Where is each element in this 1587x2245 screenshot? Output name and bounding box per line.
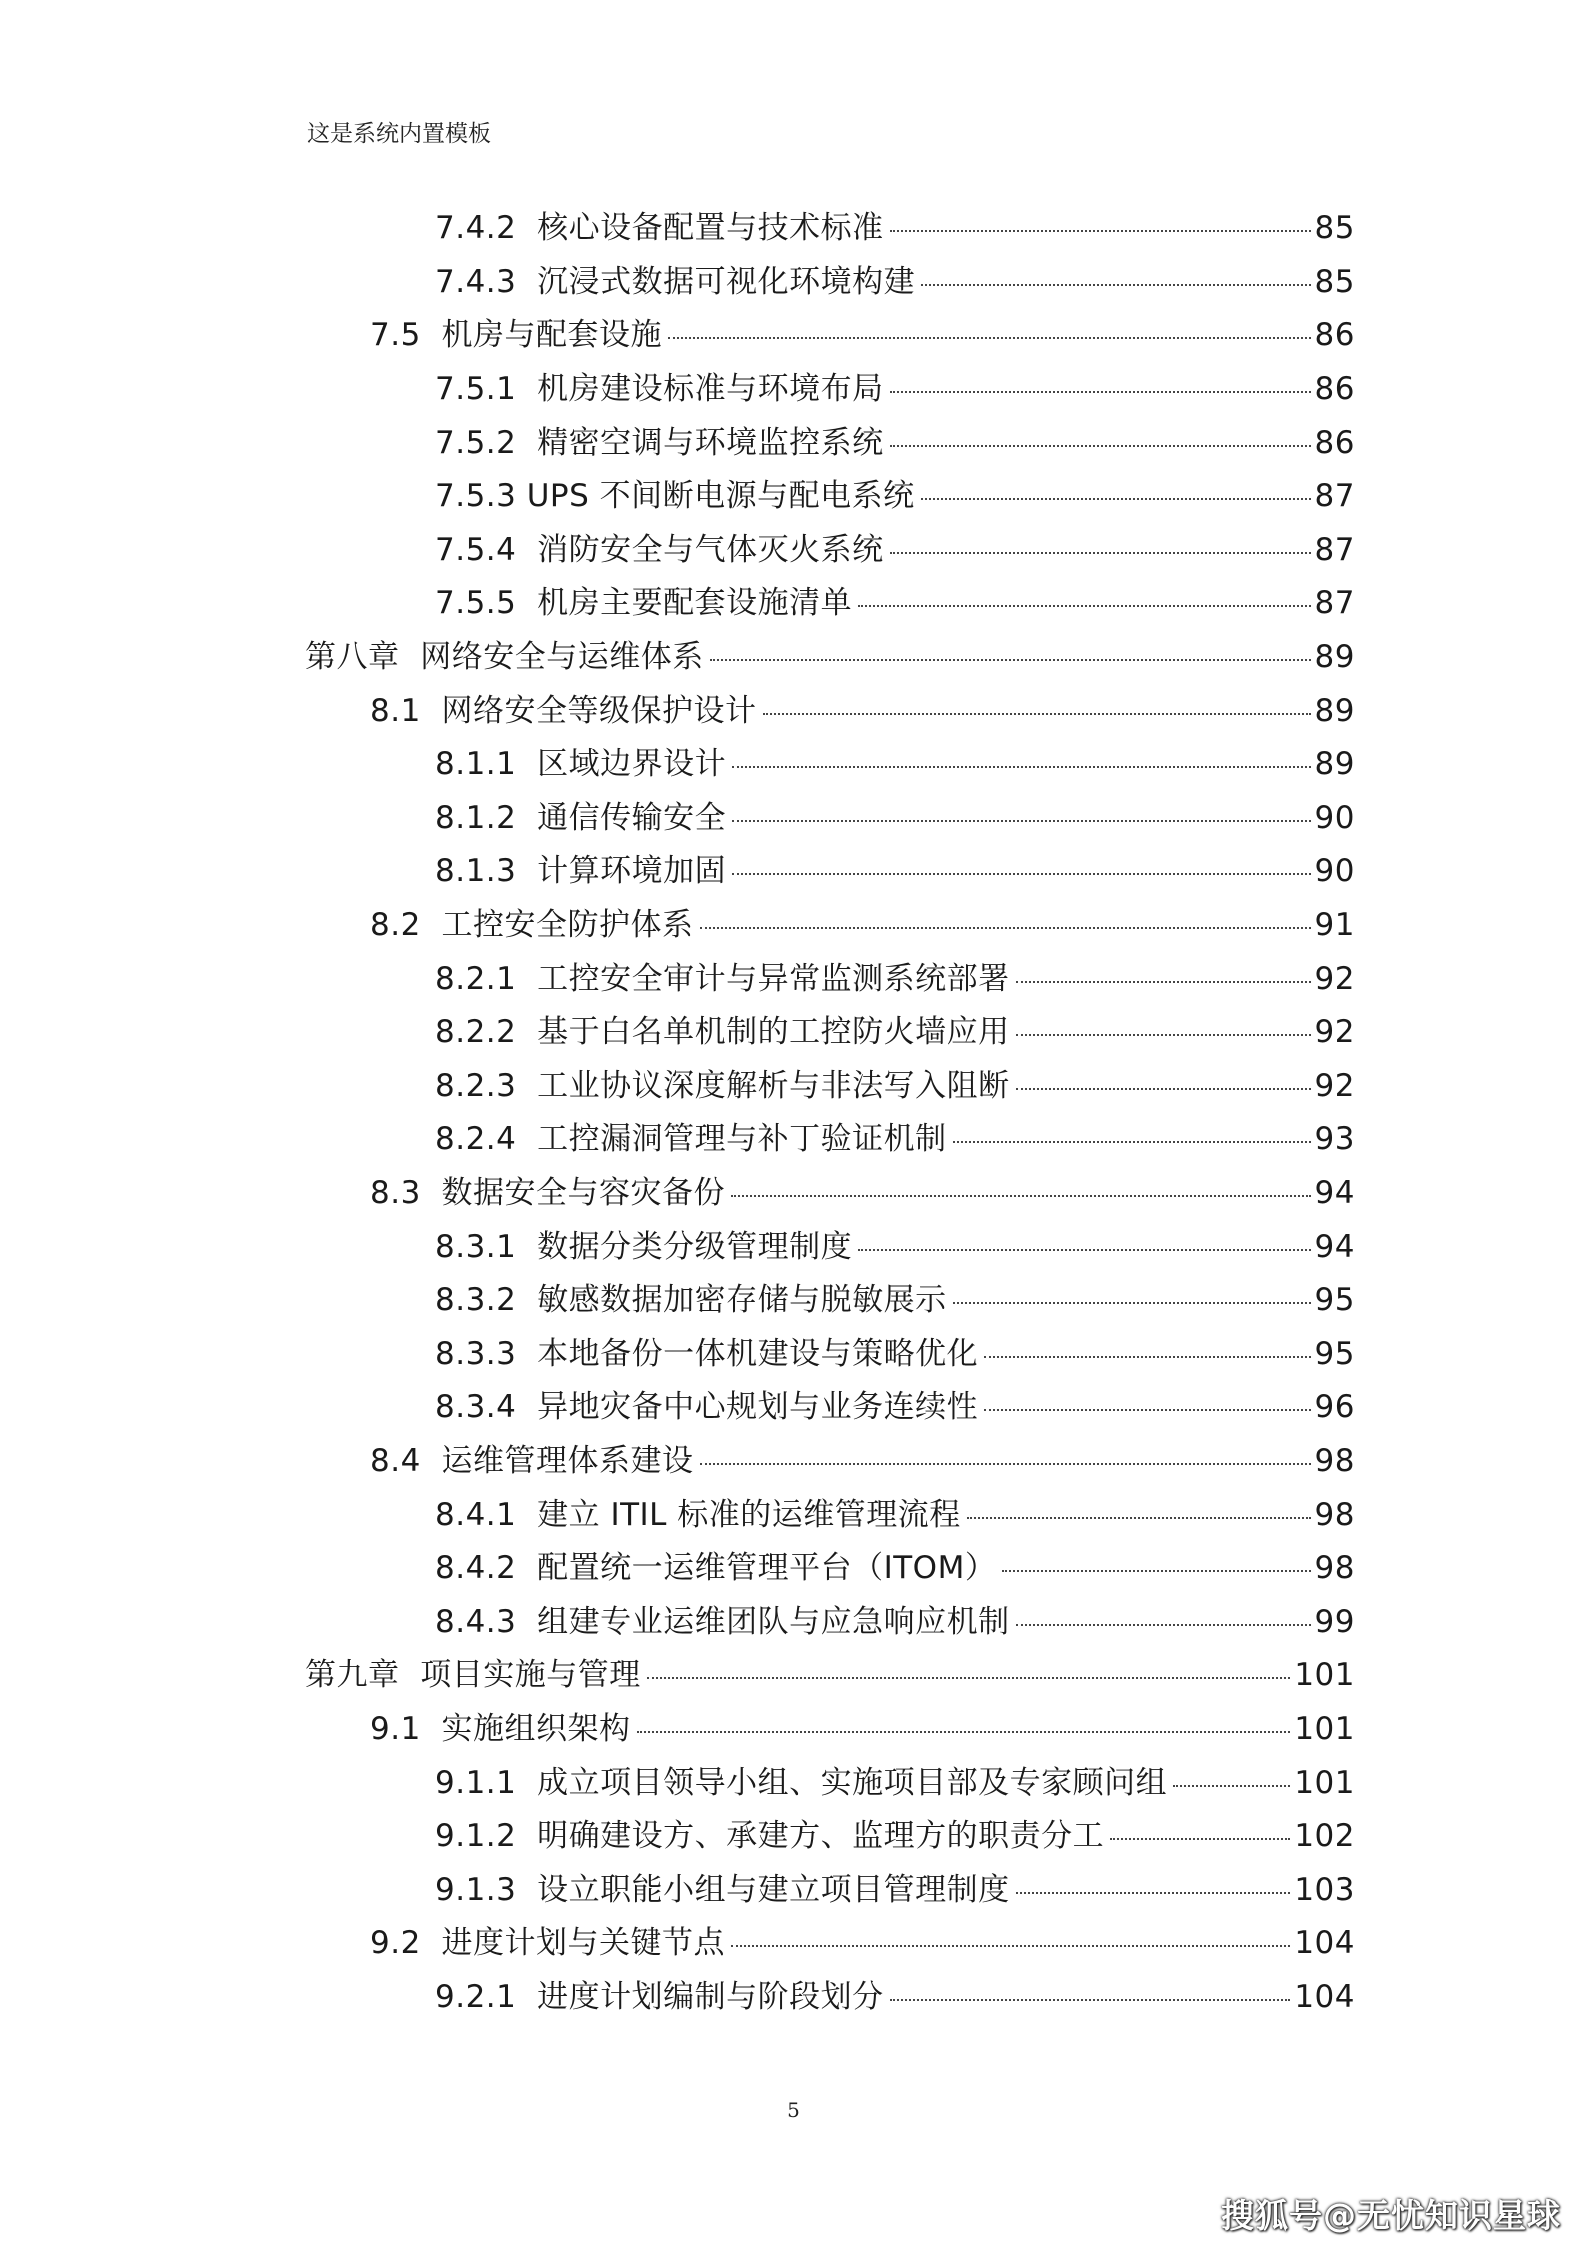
toc-dot-leader <box>763 713 1311 715</box>
toc-entry-title: 基于白名单机制的工控防火墙应用 <box>537 1014 1010 1051</box>
toc-entry-title: 通信传输安全 <box>537 799 727 836</box>
toc-entry[interactable] <box>0 841 1587 895</box>
toc-entry[interactable] <box>0 1270 1587 1324</box>
toc-entry-page: 94 <box>1314 1174 1355 1211</box>
toc-entry[interactable] <box>0 1859 1587 1913</box>
toc-entry-page: 86 <box>1314 317 1355 354</box>
toc-entry-page: 94 <box>1314 1228 1355 1265</box>
toc-entry-page: 89 <box>1314 692 1355 729</box>
toc-entry-number: 第九章 <box>305 1657 421 1694</box>
toc-entry-page: 85 <box>1314 263 1355 300</box>
toc-entry-title: 网络安全与运维体系 <box>420 639 704 676</box>
toc-entry-title: 成立项目领导小组、实施项目部及专家顾问组 <box>537 1764 1168 1801</box>
toc-entry-page: 90 <box>1314 799 1355 836</box>
toc-entry[interactable] <box>0 198 1587 252</box>
toc-entry-line <box>0 1221 1587 1266</box>
toc-entry-line <box>0 1971 1587 2016</box>
toc-entry-line <box>0 309 1587 354</box>
toc-entry-title: 明确建设方、承建方、监理方的职责分工 <box>537 1818 1105 1855</box>
toc-entry-line <box>0 1435 1587 1480</box>
toc-entry-number: 8.2.2 <box>435 1014 538 1051</box>
toc-entry-page: 92 <box>1314 960 1355 997</box>
toc-entry-page: 90 <box>1314 853 1355 890</box>
toc-entry[interactable] <box>0 466 1587 520</box>
toc-entry-title: 进度计划编制与阶段划分 <box>537 1978 884 2015</box>
toc-entry-line <box>0 1757 1587 1802</box>
toc-entry[interactable] <box>0 573 1587 627</box>
toc-entry-title: 配置统一运维管理平台（ITOM） <box>537 1550 997 1587</box>
toc-entry-line <box>0 631 1587 676</box>
toc-dot-leader <box>1016 1624 1311 1626</box>
toc-entry-title: 项目实施与管理 <box>420 1657 641 1694</box>
toc-entry-page: 98 <box>1314 1496 1355 1533</box>
toc-entry-page: 87 <box>1314 531 1355 568</box>
toc-dot-leader <box>953 1141 1311 1143</box>
toc-entry-line <box>0 1542 1587 1587</box>
toc-entry-number: 8.2.1 <box>435 960 538 997</box>
toc-entry-title: 机房主要配套设施清单 <box>537 585 853 622</box>
toc-entry-number: 9.1.1 <box>435 1764 538 1801</box>
toc-entry[interactable] <box>0 948 1587 1002</box>
toc-dot-leader <box>1110 1838 1290 1840</box>
toc-entry-line <box>0 1703 1587 1748</box>
toc-entry[interactable] <box>0 359 1587 413</box>
toc-dot-leader <box>890 391 1311 393</box>
toc-entry-line <box>0 1060 1587 1105</box>
toc-entry-number: 8.3.2 <box>435 1282 538 1319</box>
toc-entry-page: 101 <box>1294 1710 1355 1747</box>
toc-entry[interactable] <box>0 1377 1587 1431</box>
toc-entry-title: 区域边界设计 <box>537 746 727 783</box>
toc-dot-leader <box>700 1463 1311 1465</box>
toc-dot-leader <box>732 873 1310 875</box>
toc-dot-leader <box>710 659 1311 661</box>
toc-entry[interactable] <box>0 1967 1587 2021</box>
toc-entry-number: 7.5.1 <box>435 371 538 408</box>
toc-entry-number: 8.4.2 <box>435 1550 538 1587</box>
toc-dot-leader <box>732 766 1310 768</box>
toc-entry-title: 机房建设标准与环境布局 <box>537 371 884 408</box>
toc-entry-title: 网络安全等级保护设计 <box>441 692 757 729</box>
toc-entry-page: 87 <box>1314 478 1355 515</box>
toc-dot-leader <box>1002 1570 1310 1572</box>
toc-dot-leader <box>890 1999 1291 2001</box>
toc-entry[interactable] <box>0 1216 1587 1270</box>
toc-entry-title: 本地备份一体机建设与策略优化 <box>537 1335 979 1372</box>
toc-entry-page: 92 <box>1314 1014 1355 1051</box>
toc-entry-number: 9.2.1 <box>435 1978 538 2015</box>
toc-entry[interactable] <box>0 412 1587 466</box>
table-of-contents <box>0 198 1587 2020</box>
toc-entry-number: 8.3 <box>370 1174 442 1211</box>
toc-entry-number: 7.5.2 <box>435 424 538 461</box>
toc-entry-page: 99 <box>1314 1603 1355 1640</box>
toc-entry-number: 8.1.1 <box>435 746 538 783</box>
toc-entry-line <box>0 202 1587 247</box>
toc-entry-line <box>0 1810 1587 1855</box>
toc-entry[interactable] <box>0 1484 1587 1538</box>
toc-entry-title: UPS 不间断电源与配电系统 <box>526 478 915 515</box>
toc-entry[interactable] <box>0 788 1587 842</box>
toc-entry-title: 计算环境加固 <box>537 853 727 890</box>
toc-dot-leader <box>637 1731 1291 1733</box>
toc-entry-line <box>0 685 1587 730</box>
toc-dot-leader <box>732 820 1310 822</box>
toc-dot-leader <box>953 1302 1311 1304</box>
toc-entry-title: 数据安全与容灾备份 <box>441 1174 726 1211</box>
toc-entry-number: 8.1.2 <box>435 799 538 836</box>
toc-entry-title: 敏感数据加密存储与脱敏展示 <box>537 1282 947 1319</box>
toc-entry-page: 98 <box>1314 1550 1355 1587</box>
toc-entry-page: 102 <box>1294 1818 1355 1855</box>
toc-entry-page: 98 <box>1314 1442 1355 1479</box>
toc-entry-title: 数据分类分级管理制度 <box>537 1228 853 1265</box>
toc-entry-line <box>0 417 1587 462</box>
toc-entry-number: 第八章 <box>305 639 421 676</box>
toc-entry-number: 9.2 <box>370 1925 442 1962</box>
toc-entry[interactable] <box>0 1323 1587 1377</box>
toc-dot-leader <box>890 445 1311 447</box>
toc-dot-leader <box>1016 981 1311 983</box>
toc-dot-leader <box>668 337 1311 339</box>
toc-entry[interactable] <box>0 1913 1587 1967</box>
toc-dot-leader <box>1016 1034 1311 1036</box>
toc-dot-leader <box>858 605 1310 607</box>
watermark-text: 搜狐号@无忧知识星球 <box>1221 2196 1561 2235</box>
toc-entry[interactable] <box>0 1752 1587 1806</box>
toc-entry-title: 机房与配套设施 <box>441 317 663 354</box>
page-header: 这是系统内置模板 <box>307 121 491 147</box>
toc-entry[interactable] <box>0 1591 1587 1645</box>
toc-entry-title: 工控安全审计与异常监测系统部署 <box>537 960 1010 997</box>
toc-dot-leader <box>858 1249 1310 1251</box>
toc-entry-page: 104 <box>1294 1925 1355 1962</box>
toc-entry-line <box>0 1596 1587 1641</box>
page-number: 5 <box>787 2098 800 2122</box>
toc-dot-leader <box>731 1945 1290 1947</box>
toc-entry-number: 8.3.3 <box>435 1335 538 1372</box>
toc-entry[interactable] <box>0 252 1587 306</box>
toc-entry-page: 103 <box>1294 1871 1355 1908</box>
toc-entry-number: 9.1.2 <box>435 1818 538 1855</box>
toc-entry-title: 异地灾备中心规划与业务连续性 <box>537 1389 979 1426</box>
toc-entry[interactable] <box>0 734 1587 788</box>
toc-entry-line <box>0 792 1587 837</box>
toc-entry-line <box>0 1274 1587 1319</box>
toc-entry-page: 86 <box>1314 371 1355 408</box>
toc-entry-number: 9.1.3 <box>435 1871 538 1908</box>
toc-entry-line <box>0 1113 1587 1158</box>
toc-entry[interactable] <box>0 1109 1587 1163</box>
toc-entry[interactable] <box>0 627 1587 681</box>
toc-entry-title: 沉浸式数据可视化环境构建 <box>537 263 916 300</box>
toc-entry-line <box>0 1649 1587 1694</box>
toc-entry-number: 7.4.3 <box>435 263 538 300</box>
toc-entry-title: 组建专业运维团队与应急响应机制 <box>537 1603 1010 1640</box>
toc-entry[interactable] <box>0 1056 1587 1110</box>
toc-entry-page: 101 <box>1294 1764 1355 1801</box>
toc-entry-line <box>0 899 1587 944</box>
toc-dot-leader <box>921 284 1310 286</box>
toc-entry[interactable] <box>0 1431 1587 1485</box>
toc-dot-leader <box>700 927 1311 929</box>
toc-entry-number: 8.4.1 <box>435 1496 538 1533</box>
toc-entry-line <box>0 1006 1587 1051</box>
toc-entry-number: 8.4 <box>370 1442 442 1479</box>
toc-entry[interactable] <box>0 680 1587 734</box>
toc-entry-line <box>0 1381 1587 1426</box>
toc-entry-line <box>0 1489 1587 1534</box>
toc-entry-number: 7.5.3 <box>435 478 527 515</box>
toc-entry-number: 8.3.4 <box>435 1389 538 1426</box>
toc-dot-leader <box>1016 1892 1291 1894</box>
toc-dot-leader <box>921 498 1311 500</box>
toc-entry-title: 运维管理体系建设 <box>441 1442 694 1479</box>
toc-entry-line <box>0 1917 1587 1962</box>
toc-entry[interactable] <box>0 1163 1587 1217</box>
toc-entry-title: 核心设备配置与技术标准 <box>537 210 884 247</box>
toc-entry-line <box>0 524 1587 569</box>
toc-entry-number: 7.5.4 <box>435 531 538 568</box>
toc-entry-page: 85 <box>1314 210 1355 247</box>
toc-entry[interactable] <box>0 520 1587 574</box>
toc-entry[interactable] <box>0 1806 1587 1860</box>
toc-entry-page: 91 <box>1314 907 1355 944</box>
toc-entry-number: 9.1 <box>370 1710 442 1747</box>
toc-entry[interactable] <box>0 305 1587 359</box>
toc-entry-line <box>0 1167 1587 1212</box>
toc-entry-page: 95 <box>1314 1335 1355 1372</box>
toc-entry-page: 87 <box>1314 585 1355 622</box>
toc-entry-title: 工业协议深度解析与非法写入阻断 <box>537 1067 1010 1104</box>
toc-entry-title: 进度计划与关键节点 <box>441 1925 726 1962</box>
toc-dot-leader <box>890 230 1311 232</box>
toc-entry-number: 8.1.3 <box>435 853 538 890</box>
toc-dot-leader <box>984 1409 1310 1411</box>
toc-dot-leader <box>731 1195 1311 1197</box>
toc-dot-leader <box>890 552 1311 554</box>
toc-dot-leader <box>984 1356 1310 1358</box>
toc-entry-title: 设立职能小组与建立项目管理制度 <box>537 1871 1010 1908</box>
toc-entry-page: 86 <box>1314 424 1355 461</box>
toc-entry-line <box>0 738 1587 783</box>
toc-entry-number: 8.4.3 <box>435 1603 538 1640</box>
toc-entry[interactable] <box>0 895 1587 949</box>
toc-entry-number: 8.2.3 <box>435 1067 538 1104</box>
toc-entry-title: 消防安全与气体灭火系统 <box>537 531 884 568</box>
toc-entry-page: 96 <box>1314 1389 1355 1426</box>
toc-entry[interactable] <box>0 1002 1587 1056</box>
toc-entry-line <box>0 1864 1587 1909</box>
toc-entry-line <box>0 577 1587 622</box>
toc-entry-line <box>0 1328 1587 1373</box>
toc-entry-number: 8.3.1 <box>435 1228 538 1265</box>
toc-entry-title: 工控漏洞管理与补丁验证机制 <box>537 1121 947 1158</box>
toc-entry-line <box>0 363 1587 408</box>
toc-entry-title: 精密空调与环境监控系统 <box>537 424 884 461</box>
toc-entry-page: 89 <box>1314 746 1355 783</box>
toc-entry-line <box>0 845 1587 890</box>
toc-entry-page: 104 <box>1294 1978 1355 2015</box>
toc-entry-number: 8.2.4 <box>435 1121 538 1158</box>
toc-entry-number: 7.5 <box>370 317 442 354</box>
toc-dot-leader <box>967 1517 1311 1519</box>
toc-entry-title: 工控安全防护体系 <box>441 907 694 944</box>
toc-entry-page: 95 <box>1314 1282 1355 1319</box>
toc-dot-leader <box>1016 1088 1311 1090</box>
toc-entry-number: 7.5.5 <box>435 585 538 622</box>
toc-entry[interactable] <box>0 1699 1587 1753</box>
toc-entry-page: 92 <box>1314 1067 1355 1104</box>
toc-entry-page: 101 <box>1294 1657 1355 1694</box>
toc-entry-line <box>0 256 1587 301</box>
toc-dot-leader <box>1173 1785 1290 1787</box>
toc-entry[interactable] <box>0 1645 1587 1699</box>
toc-entry-number: 8.1 <box>370 692 442 729</box>
toc-entry-page: 93 <box>1314 1121 1355 1158</box>
toc-entry-line <box>0 470 1587 515</box>
toc-entry-title: 实施组织架构 <box>441 1710 631 1747</box>
toc-entry-page: 89 <box>1314 639 1355 676</box>
toc-entry[interactable] <box>0 1538 1587 1592</box>
toc-entry-number: 7.4.2 <box>435 210 538 247</box>
toc-dot-leader <box>647 1677 1291 1679</box>
toc-entry-title: 建立 ITIL 标准的运维管理流程 <box>537 1496 961 1533</box>
toc-entry-line <box>0 953 1587 998</box>
toc-entry-number: 8.2 <box>370 907 442 944</box>
